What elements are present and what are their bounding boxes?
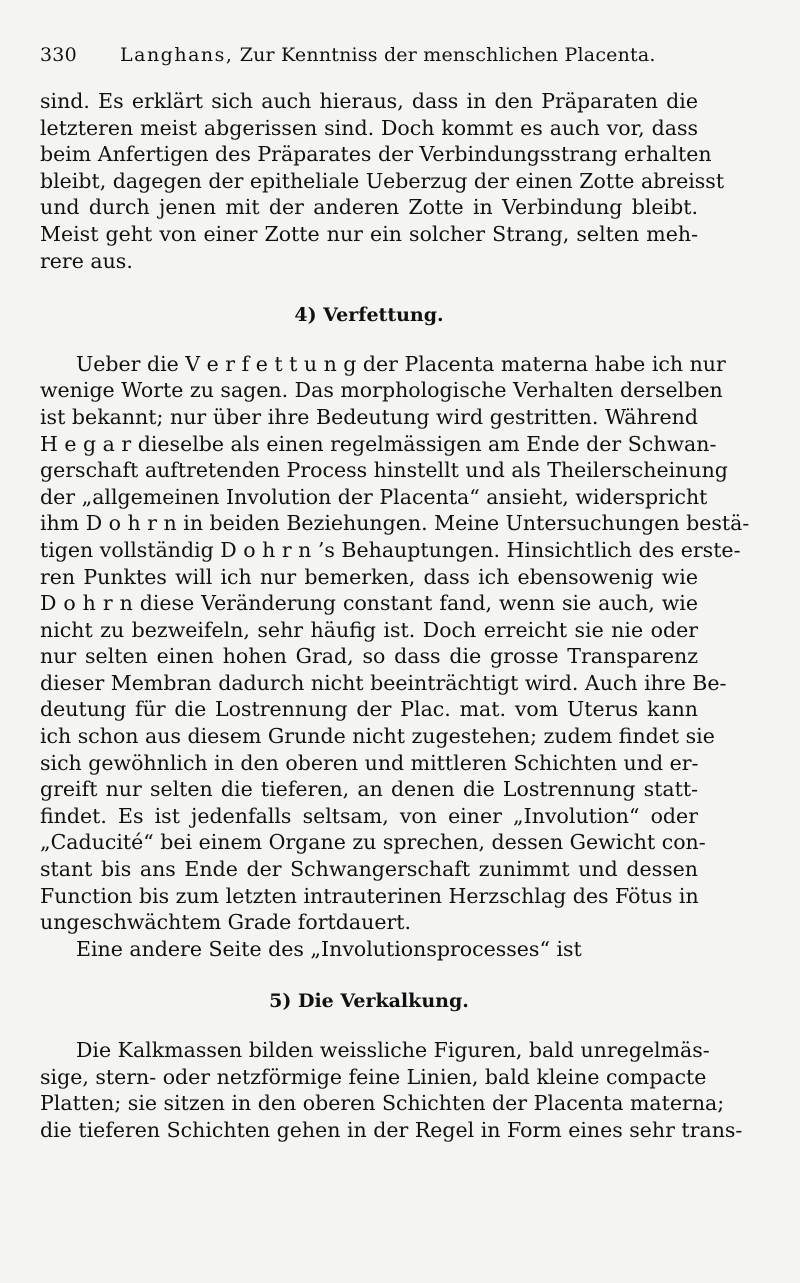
text-line: ren Punktes will ich nur bemerken, dass ich ebensowenig wie <box>40 564 698 589</box>
running-header <box>40 44 700 66</box>
text-line: ist bekannt; nur über ihre Bedeutung wird gestritten. Während <box>40 404 698 429</box>
text-line: Ueber die V e r f e t t u n g der Placenta materna habe ich nur <box>76 351 726 376</box>
text-line: findet. Es ist jedenfalls seltsam, von einer „Involution“ oder <box>40 803 698 828</box>
text-line: letzteren meist abgerissen sind. Doch kommt es auch vor, dass <box>40 115 698 140</box>
text-line: Eine andere Seite des „Involutionsprocesses“ ist <box>76 936 582 961</box>
text-line: gerschaft auftretenden Process hinstellt und als Theilerscheinung <box>40 458 728 483</box>
text-line: ihm D o h r n in beiden Beziehungen. Meine Untersuchungen bestä- <box>40 511 750 536</box>
text-line: deutung für die Lostrennung der Plac. mat. vom Uterus kann <box>40 697 698 722</box>
text-line: rere aus. <box>40 248 133 273</box>
text-line: ich schon aus diesem Grunde nicht zugestehen; zudem findet sie <box>40 724 715 749</box>
text-line: sind. Es erklärt sich auch hieraus, dass in den Präparaten die <box>40 89 698 113</box>
text-line: Platten; sie sitzen in den oberen Schichten der Placenta materna; <box>40 1091 725 1116</box>
text-line: Meist geht von einer Zotte nur ein solcher Strang, selten meh- <box>40 221 698 246</box>
text-line: und durch jenen mit der anderen Zotte in Verbindung bleibt. <box>40 195 698 220</box>
text-line: Die Kalkmassen bilden weissliche Figuren, bald unregelmäs- <box>76 1038 710 1062</box>
text-line: H e g a r dieselbe als einen regelmässigen am Ende der Schwan- <box>40 431 717 456</box>
text-line: stant bis ans Ende der Schwangerschaft zunimmt und dessen <box>40 857 698 882</box>
text-line: sige, stern- oder netzförmige feine Linien, bald kleine compacte <box>40 1064 707 1089</box>
text-line: nur selten einen hohen Grad, so dass die grosse Transparenz <box>40 644 698 669</box>
text-line: greift nur selten die tieferen, an denen die Lostrennung statt- <box>40 777 698 802</box>
text-line: „Caducité“ bei einem Organe zu sprechen, dessen Gewicht con- <box>40 830 706 855</box>
text-line: der „allgemeinen Involution der Placenta“ ansieht, widerspricht <box>40 484 708 509</box>
text-line: die tieferen Schichten gehen in der Regel in Form eines sehr trans- <box>40 1117 743 1142</box>
section-heading-verkalkung: 5) Die Verkalkung. <box>269 990 469 1013</box>
text-line: Function bis zum letzten intrauterinen Herzschlag des Fötus in <box>40 883 699 908</box>
text-line: D o h r n diese Veränderung constant fand, wenn sie auch, wie <box>40 591 698 616</box>
header-author: Langhans, <box>120 44 234 66</box>
text-line: ungeschwächtem Grade fortdauert. <box>40 910 412 935</box>
header-title <box>120 44 656 66</box>
header-title-text: Zur Kenntniss der menschlichen Placenta. <box>239 44 656 66</box>
text-line: wenige Worte zu sagen. Das morphologische Verhalten derselben <box>40 378 723 403</box>
section-heading-verfettung: 4) Verfettung. <box>294 304 444 327</box>
page-body <box>40 88 750 1143</box>
text-line: nicht zu bezweifeln, sehr häufig ist. Doch erreicht sie nie oder <box>40 617 698 642</box>
text-line: tigen vollständig D o h r n ’s Behauptungen. Hinsichtlich des erste- <box>40 537 741 562</box>
text-line: beim Anfertigen des Präparates der Verbindungsstrang erhalten <box>40 142 712 167</box>
text-line: bleibt, dagegen der epitheliale Ueberzug der einen Zotte abreisst <box>40 168 725 193</box>
page-number: 330 <box>40 44 77 66</box>
text-line: dieser Membran dadurch nicht beeinträchtigt wird. Auch ihre Be- <box>40 670 727 695</box>
text-line: sich gewöhnlich in den oberen und mittleren Schichten und er- <box>40 750 699 775</box>
